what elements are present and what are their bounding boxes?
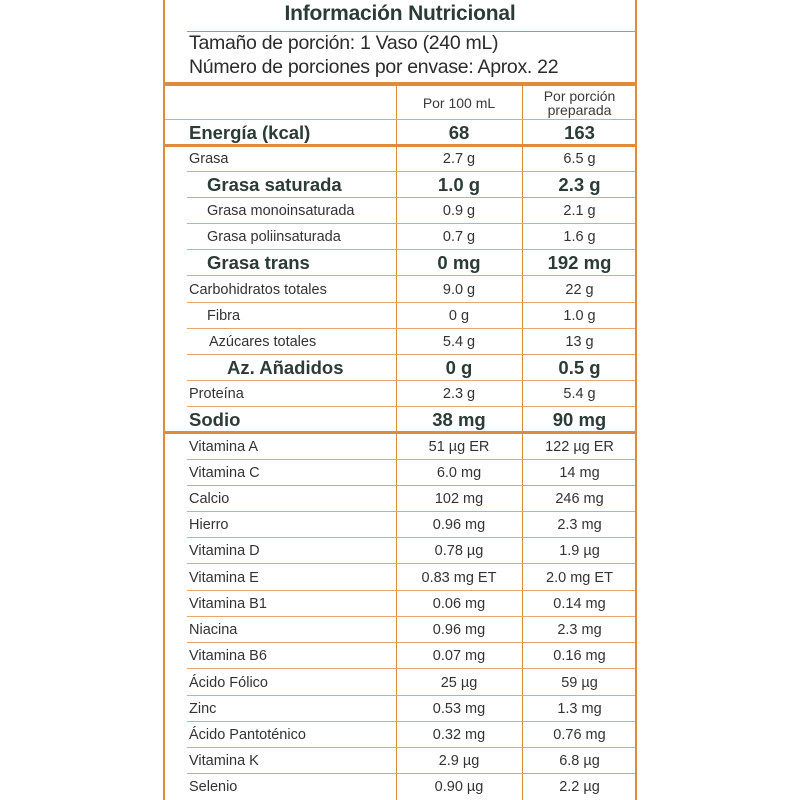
nutrient-name: Energía (kcal): [189, 122, 311, 143]
nutrient-name: Grasa trans: [207, 252, 310, 273]
value-per-100: 0.32 mg: [432, 727, 486, 743]
nutrient-name: Vitamina E: [189, 570, 259, 586]
value-per-serving: 2.0 mg ET: [546, 570, 613, 586]
serving-info: [189, 31, 558, 79]
value-per-serving: 1.3 mg: [557, 701, 602, 717]
serving-size: Tamaño de porción: 1 Vaso (240 mL): [189, 32, 499, 54]
nutrient-name: Grasa poliinsaturada: [207, 229, 341, 245]
value-per-100: 0.96 mg: [432, 622, 486, 638]
value-per-100: 2.9 µg: [438, 753, 480, 769]
nutrient-name: Vitamina B6: [189, 648, 267, 664]
panel-title: Información Nutricional: [284, 2, 516, 25]
nutrient-name: Hierro: [189, 517, 229, 533]
value-per-serving: 14 mg: [559, 465, 600, 481]
value-per-serving: 2.3 mg: [557, 622, 602, 638]
value-per-serving: 2.3 mg: [557, 517, 602, 533]
value-per-100: 9.0 g: [442, 282, 476, 298]
nutrient-name: Zinc: [189, 701, 217, 717]
nutrient-name: Az. Añadidos: [227, 357, 344, 378]
value-per-100: 2.3 g: [442, 386, 476, 402]
value-per-100: 0.07 mg: [432, 648, 486, 664]
value-per-serving: 163: [564, 122, 595, 143]
row-divider: [187, 275, 635, 276]
value-per-100: 6.0 mg: [436, 465, 482, 481]
column-header-per-serving: Por porción preparada: [543, 88, 616, 118]
value-per-100: 38 mg: [432, 409, 486, 430]
value-per-100: 1.0 g: [437, 174, 481, 195]
value-per-serving: 0.5 g: [558, 357, 601, 378]
nutrient-name: Vitamina A: [189, 439, 259, 455]
value-per-100: 25 µg: [440, 675, 478, 691]
column-header-per-100: Por 100 mL: [422, 95, 496, 111]
nutrient-name: Calcio: [189, 491, 230, 507]
value-per-100: 0.90 µg: [434, 779, 484, 795]
value-per-100: 51 µg ER: [428, 439, 490, 455]
value-per-serving: 0.14 mg: [553, 596, 606, 612]
nutrient-name: Azúcares totales: [209, 334, 317, 350]
nutrient-name: Fibra: [207, 308, 241, 324]
nutrient-name: Grasa monoinsaturada: [207, 203, 355, 219]
value-per-serving: 59 µg: [561, 675, 598, 691]
value-per-100: 0 mg: [437, 252, 481, 273]
nutrient-name: Sodio: [189, 409, 241, 430]
value-per-100: 2.7 g: [442, 151, 476, 167]
value-per-serving: 90 mg: [552, 409, 607, 430]
nutrient-name: Grasa saturada: [207, 174, 342, 195]
value-per-serving: 5.4 g: [563, 386, 596, 402]
nutrient-name: Vitamina C: [189, 465, 260, 481]
value-per-100: 0 g: [445, 357, 473, 378]
value-per-serving: 6.5 g: [563, 151, 596, 167]
nutrient-name: Proteína: [189, 386, 244, 402]
value-per-serving: 2.2 µg: [559, 779, 600, 795]
nutrient-name: Vitamina K: [189, 753, 259, 769]
value-per-100: 0.06 mg: [432, 596, 486, 612]
value-per-100: 0.7 g: [442, 229, 476, 245]
nutrient-name: Ácido Fólico: [189, 675, 268, 691]
value-per-serving: 1.9 µg: [559, 543, 600, 559]
value-per-100: 0.9 g: [442, 203, 476, 219]
value-per-serving: 0.76 mg: [553, 727, 606, 743]
row-divider: [187, 563, 635, 564]
value-per-serving: 2.3 g: [558, 174, 601, 195]
servings-per-container: Número de porciones por envase: Aprox. 22: [189, 56, 559, 78]
value-per-100: 0.53 mg: [432, 701, 486, 717]
nutrient-name: Carbohidratos totales: [189, 282, 327, 298]
nutrient-name: Grasa: [189, 151, 229, 167]
value-per-serving: 1.6 g: [563, 229, 596, 245]
value-per-serving: 246 mg: [555, 491, 604, 507]
value-per-serving: 22 g: [565, 282, 594, 298]
nutrient-name: Ácido Pantoténico: [189, 727, 306, 743]
nutrition-facts-panel: [163, 0, 637, 800]
nutrient-name: Vitamina D: [189, 543, 260, 559]
value-per-serving: 6.8 µg: [559, 753, 600, 769]
nutrient-name: Selenio: [189, 779, 238, 795]
value-per-100: 0.96 mg: [432, 517, 486, 533]
value-per-serving: 0.16 mg: [553, 648, 606, 664]
value-per-serving: 122 µg ER: [545, 439, 614, 455]
value-per-100: 5.4 g: [442, 334, 476, 350]
value-per-100: 102 mg: [434, 491, 484, 507]
value-per-serving: 192 mg: [547, 252, 612, 273]
value-per-serving: 2.1 g: [563, 203, 596, 219]
value-per-100: 0.78 µg: [434, 543, 484, 559]
nutrient-name: Vitamina B1: [189, 596, 267, 612]
value-per-100: 0.83 mg ET: [421, 570, 497, 586]
value-per-serving: 13 g: [565, 334, 594, 350]
value-per-serving: 1.0 g: [563, 308, 596, 324]
value-per-100: 0 g: [448, 308, 470, 324]
value-per-100: 68: [448, 122, 470, 143]
nutrient-name: Niacina: [189, 622, 238, 638]
row-divider: [187, 668, 635, 669]
